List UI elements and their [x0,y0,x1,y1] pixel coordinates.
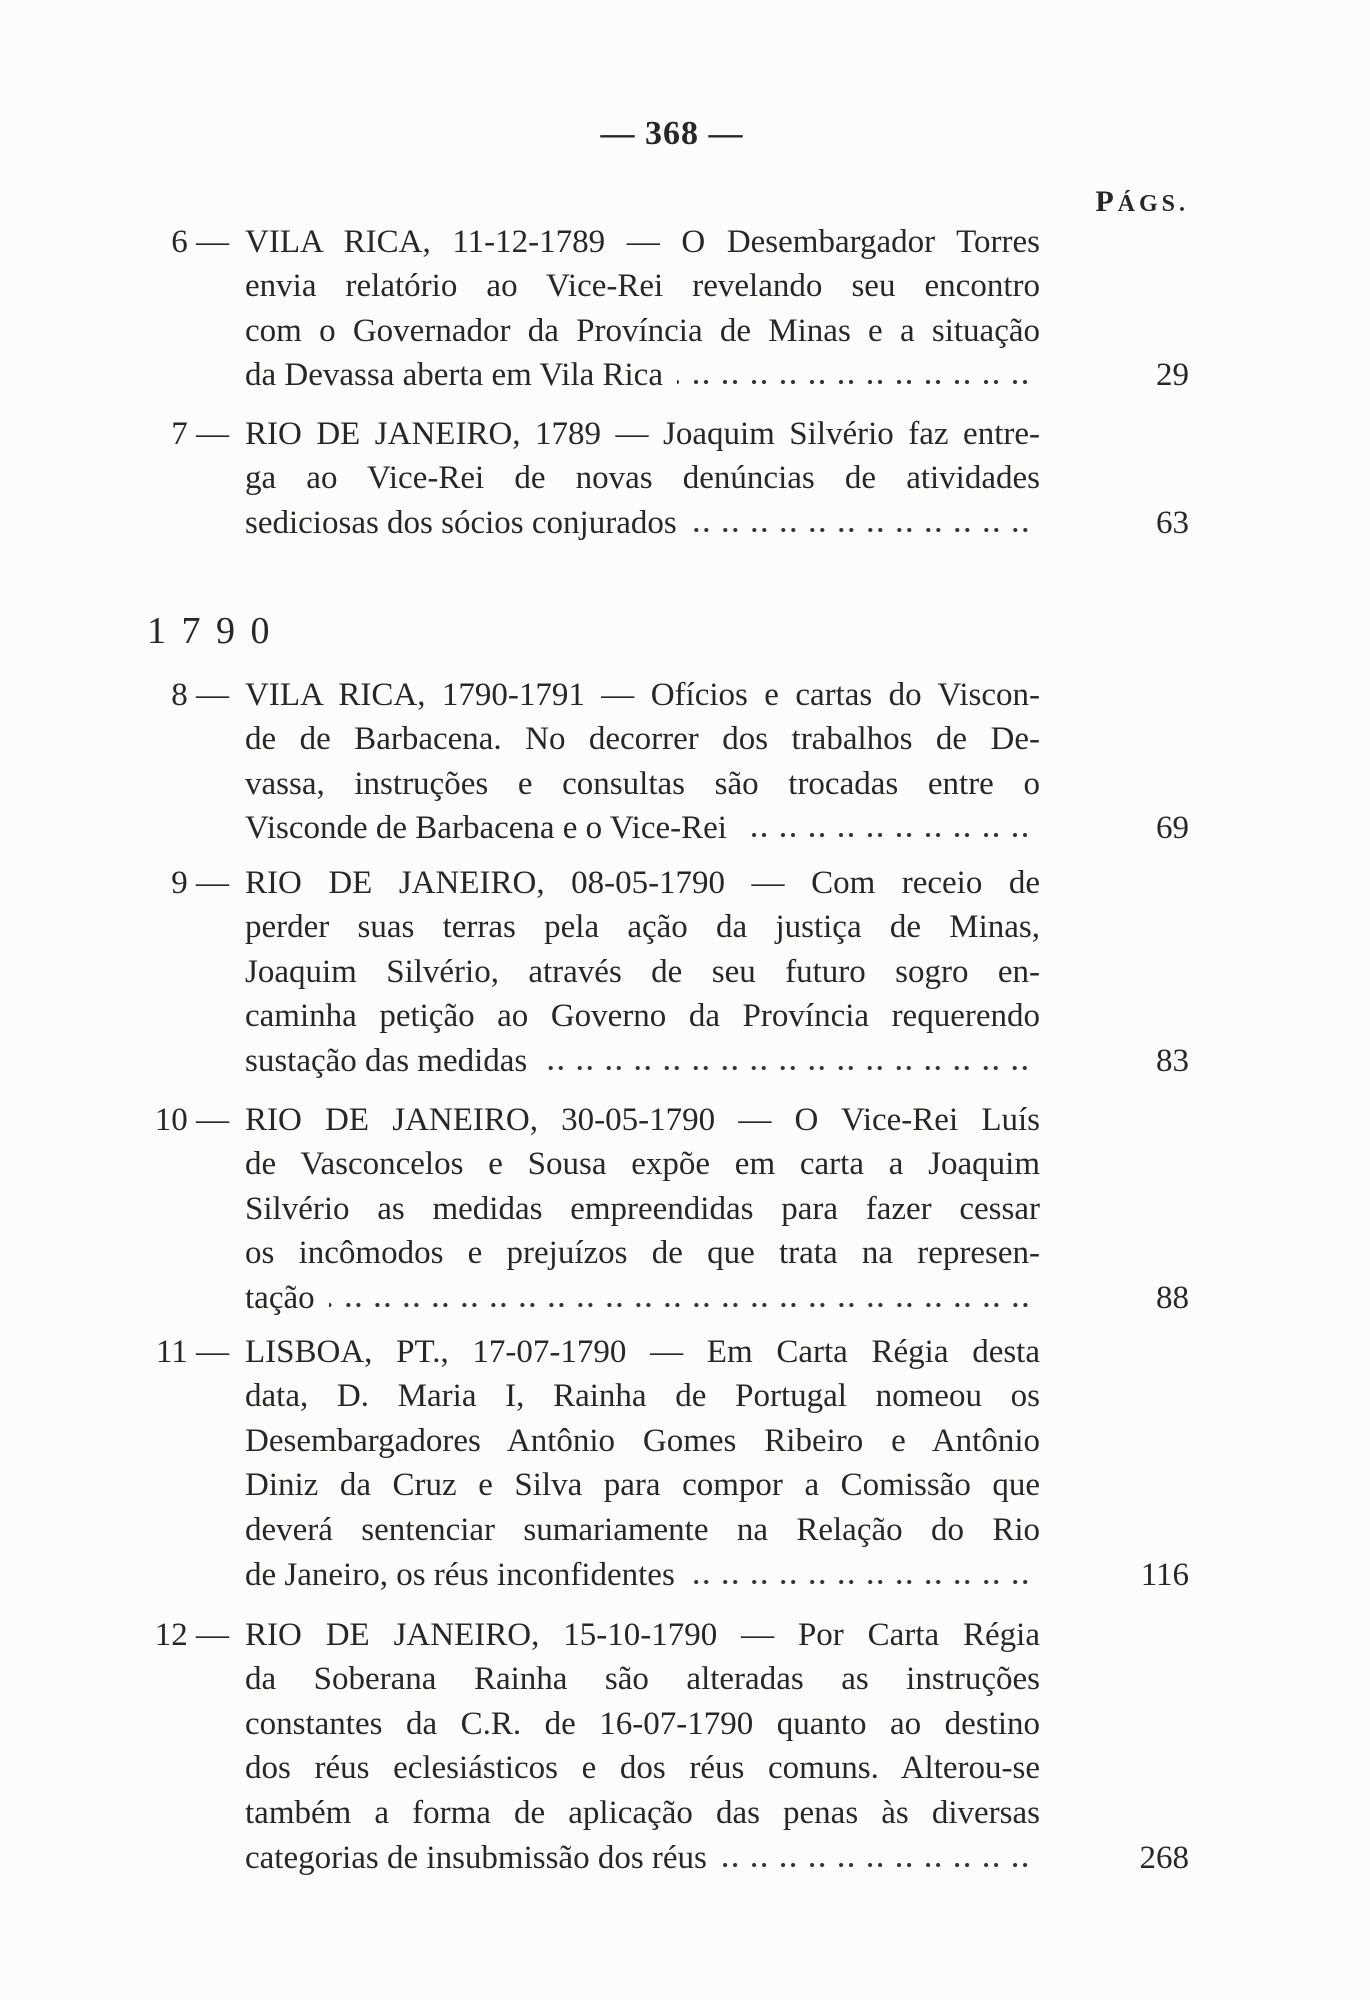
dot-leader [691,527,1040,533]
entry-text-line [245,501,1040,546]
entry-text-end: categorias de insubmissão dos réus [245,1839,707,1876]
dot-leader [541,1065,1040,1071]
entry-page-number: 116 [1140,1556,1189,1593]
entry-text-line: RIO DE JANEIRO, 15-10-1790 — Por Carta Régia [245,1616,1040,1653]
entry-text-end: da Devassa aberta em Vila Rica [245,357,663,394]
dot-leader [689,1579,1040,1585]
entry-text-line [245,353,1040,398]
toc-entry [0,1613,1370,1881]
entry-text-line: vassa, instruções e consultas são trocadas entre o [245,765,1040,802]
entry-text-end: tação [245,1280,315,1317]
entry-text-line: envia relatório ao Vice-Rei revelando seu encontro [245,268,1040,305]
entry-number: 9 — [171,864,229,901]
entry-text-line: com o Governador da Província de Minas e a situação [245,312,1040,349]
entry-text-line: VILA RICA, 1790-1791 — Ofícios e cartas do Viscon- [245,676,1040,713]
entry-text-line: também a forma de aplicação das penas às diversas [245,1795,1040,1832]
toc-entry [0,220,1370,398]
entry-text-line: perder suas terras pela ação da justiça de Minas, [245,909,1040,946]
entry-text-line: de de Barbacena. No decorrer dos trabalhos de De- [245,721,1040,758]
entry-text-end: Visconde de Barbacena e o Vice-Rei [245,810,727,847]
entry-text-line: data, D. Maria I, Rainha de Portugal nomeou os [245,1378,1040,1415]
toc-entry [0,1098,1370,1321]
entry-text-line: Joaquim Silvério, através de seu futuro sogro en- [245,953,1040,990]
dot-leader [329,1302,1040,1308]
entry-text-line: RIO DE JANEIRO, 08-05-1790 — Com receio de [245,864,1040,901]
entry-page-number: 63 [1156,504,1189,541]
entry-number: 8 — [171,676,229,713]
entry-text-line [245,1836,1040,1881]
entry-text-end: sediciosas dos sócios conjurados [245,504,677,541]
entry-text-line: Silvério as medidas empreendidas para fazer cessar [245,1190,1040,1227]
toc-entry [0,412,1370,546]
entry-text-line: ga ao Vice-Rei de novas denúncias de atividades [245,460,1040,497]
entry-text-line: deverá sentenciar sumariamente na Relação do Rio [245,1512,1040,1549]
dot-leader [677,379,1040,385]
toc-entry [0,1330,1370,1598]
entry-text-line: LISBOA, PT., 17-07-1790 — Em Carta Régia desta [245,1333,1040,1370]
entry-text-line: Diniz da Cruz e Silva para compor a Comissão que [245,1467,1040,1504]
section-year-heading: 1 7 9 0 [147,610,273,652]
entry-text-end: de Janeiro, os réus inconfidentes [245,1556,675,1593]
entry-text-line: os incômodos e prejuízos de que trata na represen- [245,1235,1040,1272]
dot-leader [741,832,1040,838]
entry-text-line [245,1553,1040,1598]
toc-entry [0,861,1370,1084]
page-number: — 368 — [600,115,744,152]
entry-text-line [245,806,1040,851]
entry-text-line [245,1039,1040,1084]
entry-text-line: RIO DE JANEIRO, 30-05-1790 — O Vice-Rei Luís [245,1101,1040,1138]
entry-text-line: RIO DE JANEIRO, 1789 — Joaquim Silvério faz entre- [245,415,1040,452]
entry-text-line: constantes da C.R. de 16-07-1790 quanto ao destino [245,1705,1040,1742]
entry-page-number: 83 [1156,1043,1189,1080]
entry-page-number: 69 [1156,810,1189,847]
entry-number: 10 — [154,1101,229,1138]
entry-text-line [245,1276,1040,1321]
entry-number: 7 — [171,415,229,452]
toc-entry [0,673,1370,851]
entry-text-end: sustação das medidas [245,1043,528,1080]
entry-text-line: de Vasconcelos e Sousa expõe em carta a Joaquim [245,1146,1040,1183]
entry-number: 12 — [154,1616,229,1653]
entry-number: 11 — [155,1333,229,1370]
pages-column-label: PÁGS. [1095,185,1189,218]
entry-text-line: da Soberana Rainha são alteradas as instruções [245,1661,1040,1698]
entry-text-line: caminha petição ao Governo da Província requerendo [245,998,1040,1035]
entry-text-line: VILA RICA, 11-12-1789 — O Desembargador Torres [245,223,1040,260]
entry-number: 6 — [171,223,229,260]
entry-text-line: Desembargadores Antônio Gomes Ribeiro e Antônio [245,1422,1040,1459]
dot-leader [721,1862,1040,1868]
entry-page-number: 29 [1156,357,1189,394]
entry-page-number: 268 [1139,1839,1189,1876]
entry-text-line: dos réus eclesiásticos e dos réus comuns. Alterou-se [245,1750,1040,1787]
entry-page-number: 88 [1156,1280,1189,1317]
